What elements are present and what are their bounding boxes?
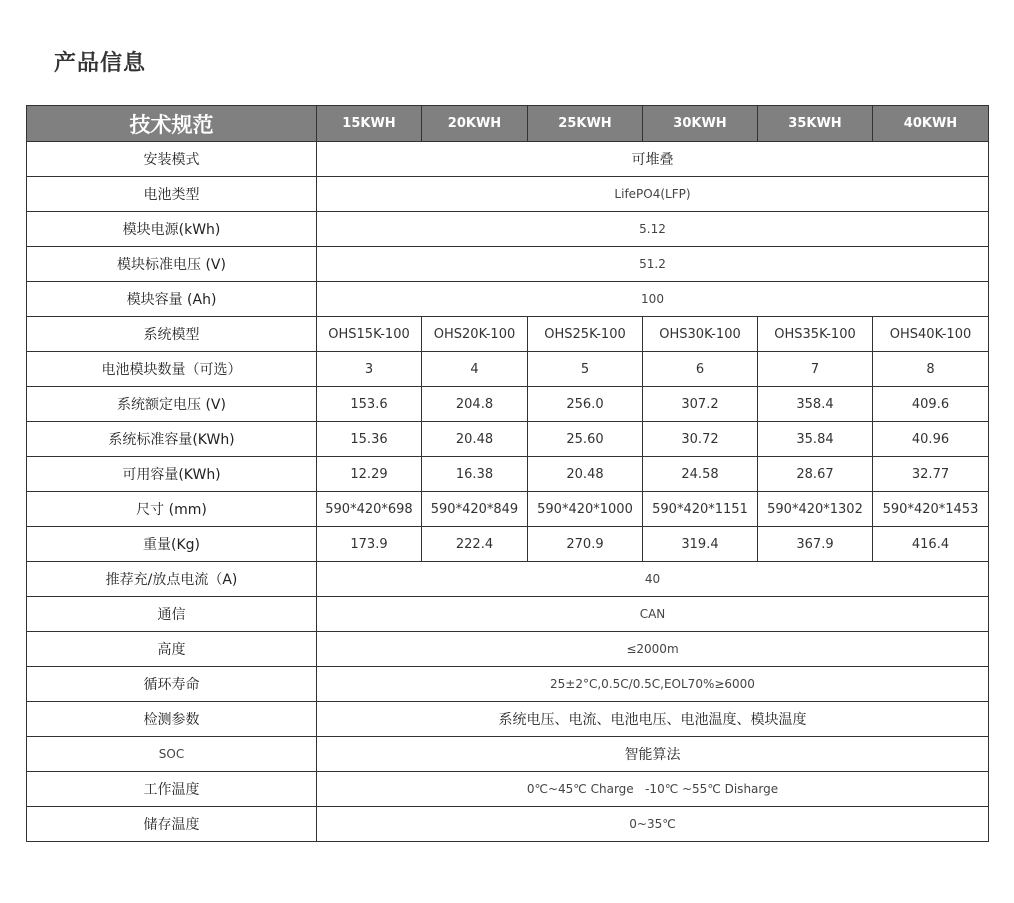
- row-label: 重量(Kg): [27, 527, 317, 562]
- cell: 256.0: [528, 387, 643, 422]
- cell: OHS40K-100: [873, 317, 989, 352]
- table-row: [27, 562, 989, 597]
- cell: 12.29: [317, 457, 422, 492]
- cell: 28.67: [758, 457, 873, 492]
- cell: 32.77: [873, 457, 989, 492]
- row-label: 高度: [27, 632, 317, 667]
- row-label: 循环寿命: [27, 667, 317, 702]
- cell: 307.2: [643, 387, 758, 422]
- cell: 204.8: [422, 387, 528, 422]
- table-row: [27, 212, 989, 247]
- row-value: 可堆叠: [317, 142, 989, 177]
- cell: OHS25K-100: [528, 317, 643, 352]
- row-value: LifePO4(LFP): [317, 177, 989, 212]
- row-value: 25±2°C,0.5C/0.5C,EOL70%≥6000: [317, 667, 989, 702]
- cell: 5: [528, 352, 643, 387]
- table-row: [27, 702, 989, 737]
- table-row: [27, 387, 989, 422]
- cell: 40.96: [873, 422, 989, 457]
- row-value: 5.12: [317, 212, 989, 247]
- cell: 319.4: [643, 527, 758, 562]
- table-row: [27, 177, 989, 212]
- row-value: ≤2000m: [317, 632, 989, 667]
- cell: 590*420*698: [317, 492, 422, 527]
- spec-header: 技术规范: [27, 106, 317, 142]
- row-label: 模块标准电压 (V): [27, 247, 317, 282]
- row-label: 模块容量 (Ah): [27, 282, 317, 317]
- row-label: 模块电源(kWh): [27, 212, 317, 247]
- cell: OHS15K-100: [317, 317, 422, 352]
- row-value: CAN: [317, 597, 989, 632]
- capacity-header: 30KWH: [643, 106, 758, 142]
- table-row: [27, 282, 989, 317]
- cell: OHS30K-100: [643, 317, 758, 352]
- row-value: 0℃~45℃ Charge -10℃ ~55℃ Disharge: [317, 772, 989, 807]
- cell: 590*420*1302: [758, 492, 873, 527]
- row-value: 系统电压、电流、电池电压、电池温度、模块温度: [317, 702, 989, 737]
- table-row: [27, 737, 989, 772]
- cell: 35.84: [758, 422, 873, 457]
- page-title: 产品信息: [54, 51, 147, 76]
- cell: 590*420*1151: [643, 492, 758, 527]
- row-value: 智能算法: [317, 737, 989, 772]
- table-header-row: [27, 106, 989, 142]
- cell: 3: [317, 352, 422, 387]
- spec-table: [26, 105, 989, 842]
- cell: OHS35K-100: [758, 317, 873, 352]
- cell: 24.58: [643, 457, 758, 492]
- table-row: [27, 247, 989, 282]
- cell: 270.9: [528, 527, 643, 562]
- table-row: [27, 807, 989, 842]
- cell: 222.4: [422, 527, 528, 562]
- row-label: 系统标准容量(KWh): [27, 422, 317, 457]
- capacity-header: 15KWH: [317, 106, 422, 142]
- row-label: SOC: [27, 737, 317, 772]
- cell: 16.38: [422, 457, 528, 492]
- table-row: [27, 457, 989, 492]
- table-row: [27, 772, 989, 807]
- cell: 15.36: [317, 422, 422, 457]
- row-label: 可用容量(KWh): [27, 457, 317, 492]
- row-label: 检测参数: [27, 702, 317, 737]
- table-row: [27, 632, 989, 667]
- capacity-header: 40KWH: [873, 106, 989, 142]
- capacity-header: 25KWH: [528, 106, 643, 142]
- row-label: 电池类型: [27, 177, 317, 212]
- table-row: [27, 667, 989, 702]
- capacity-header: 35KWH: [758, 106, 873, 142]
- row-value: 40: [317, 562, 989, 597]
- table-row: [27, 142, 989, 177]
- cell: 20.48: [528, 457, 643, 492]
- cell: 20.48: [422, 422, 528, 457]
- table-row: [27, 317, 989, 352]
- cell: 358.4: [758, 387, 873, 422]
- cell: 6: [643, 352, 758, 387]
- cell: 4: [422, 352, 528, 387]
- cell: 173.9: [317, 527, 422, 562]
- table-row: [27, 352, 989, 387]
- row-label: 储存温度: [27, 807, 317, 842]
- cell: 8: [873, 352, 989, 387]
- table-row: [27, 527, 989, 562]
- cell: 409.6: [873, 387, 989, 422]
- row-label: 系统模型: [27, 317, 317, 352]
- row-value: 100: [317, 282, 989, 317]
- table-row: [27, 492, 989, 527]
- row-label: 电池模块数量（可选）: [27, 352, 317, 387]
- cell: 367.9: [758, 527, 873, 562]
- cell: 7: [758, 352, 873, 387]
- cell: 590*420*1000: [528, 492, 643, 527]
- row-label: 系统额定电压 (V): [27, 387, 317, 422]
- table-row: [27, 597, 989, 632]
- cell: 30.72: [643, 422, 758, 457]
- cell: 25.60: [528, 422, 643, 457]
- table-row: [27, 422, 989, 457]
- cell: 590*420*849: [422, 492, 528, 527]
- cell: 153.6: [317, 387, 422, 422]
- row-label: 通信: [27, 597, 317, 632]
- row-label: 安装模式: [27, 142, 317, 177]
- row-value: 51.2: [317, 247, 989, 282]
- cell: 416.4: [873, 527, 989, 562]
- row-label: 工作温度: [27, 772, 317, 807]
- cell: 590*420*1453: [873, 492, 989, 527]
- row-label: 尺寸 (mm): [27, 492, 317, 527]
- row-value: 0~35℃: [317, 807, 989, 842]
- cell: OHS20K-100: [422, 317, 528, 352]
- row-label: 推荐充/放点电流（A): [27, 562, 317, 597]
- capacity-header: 20KWH: [422, 106, 528, 142]
